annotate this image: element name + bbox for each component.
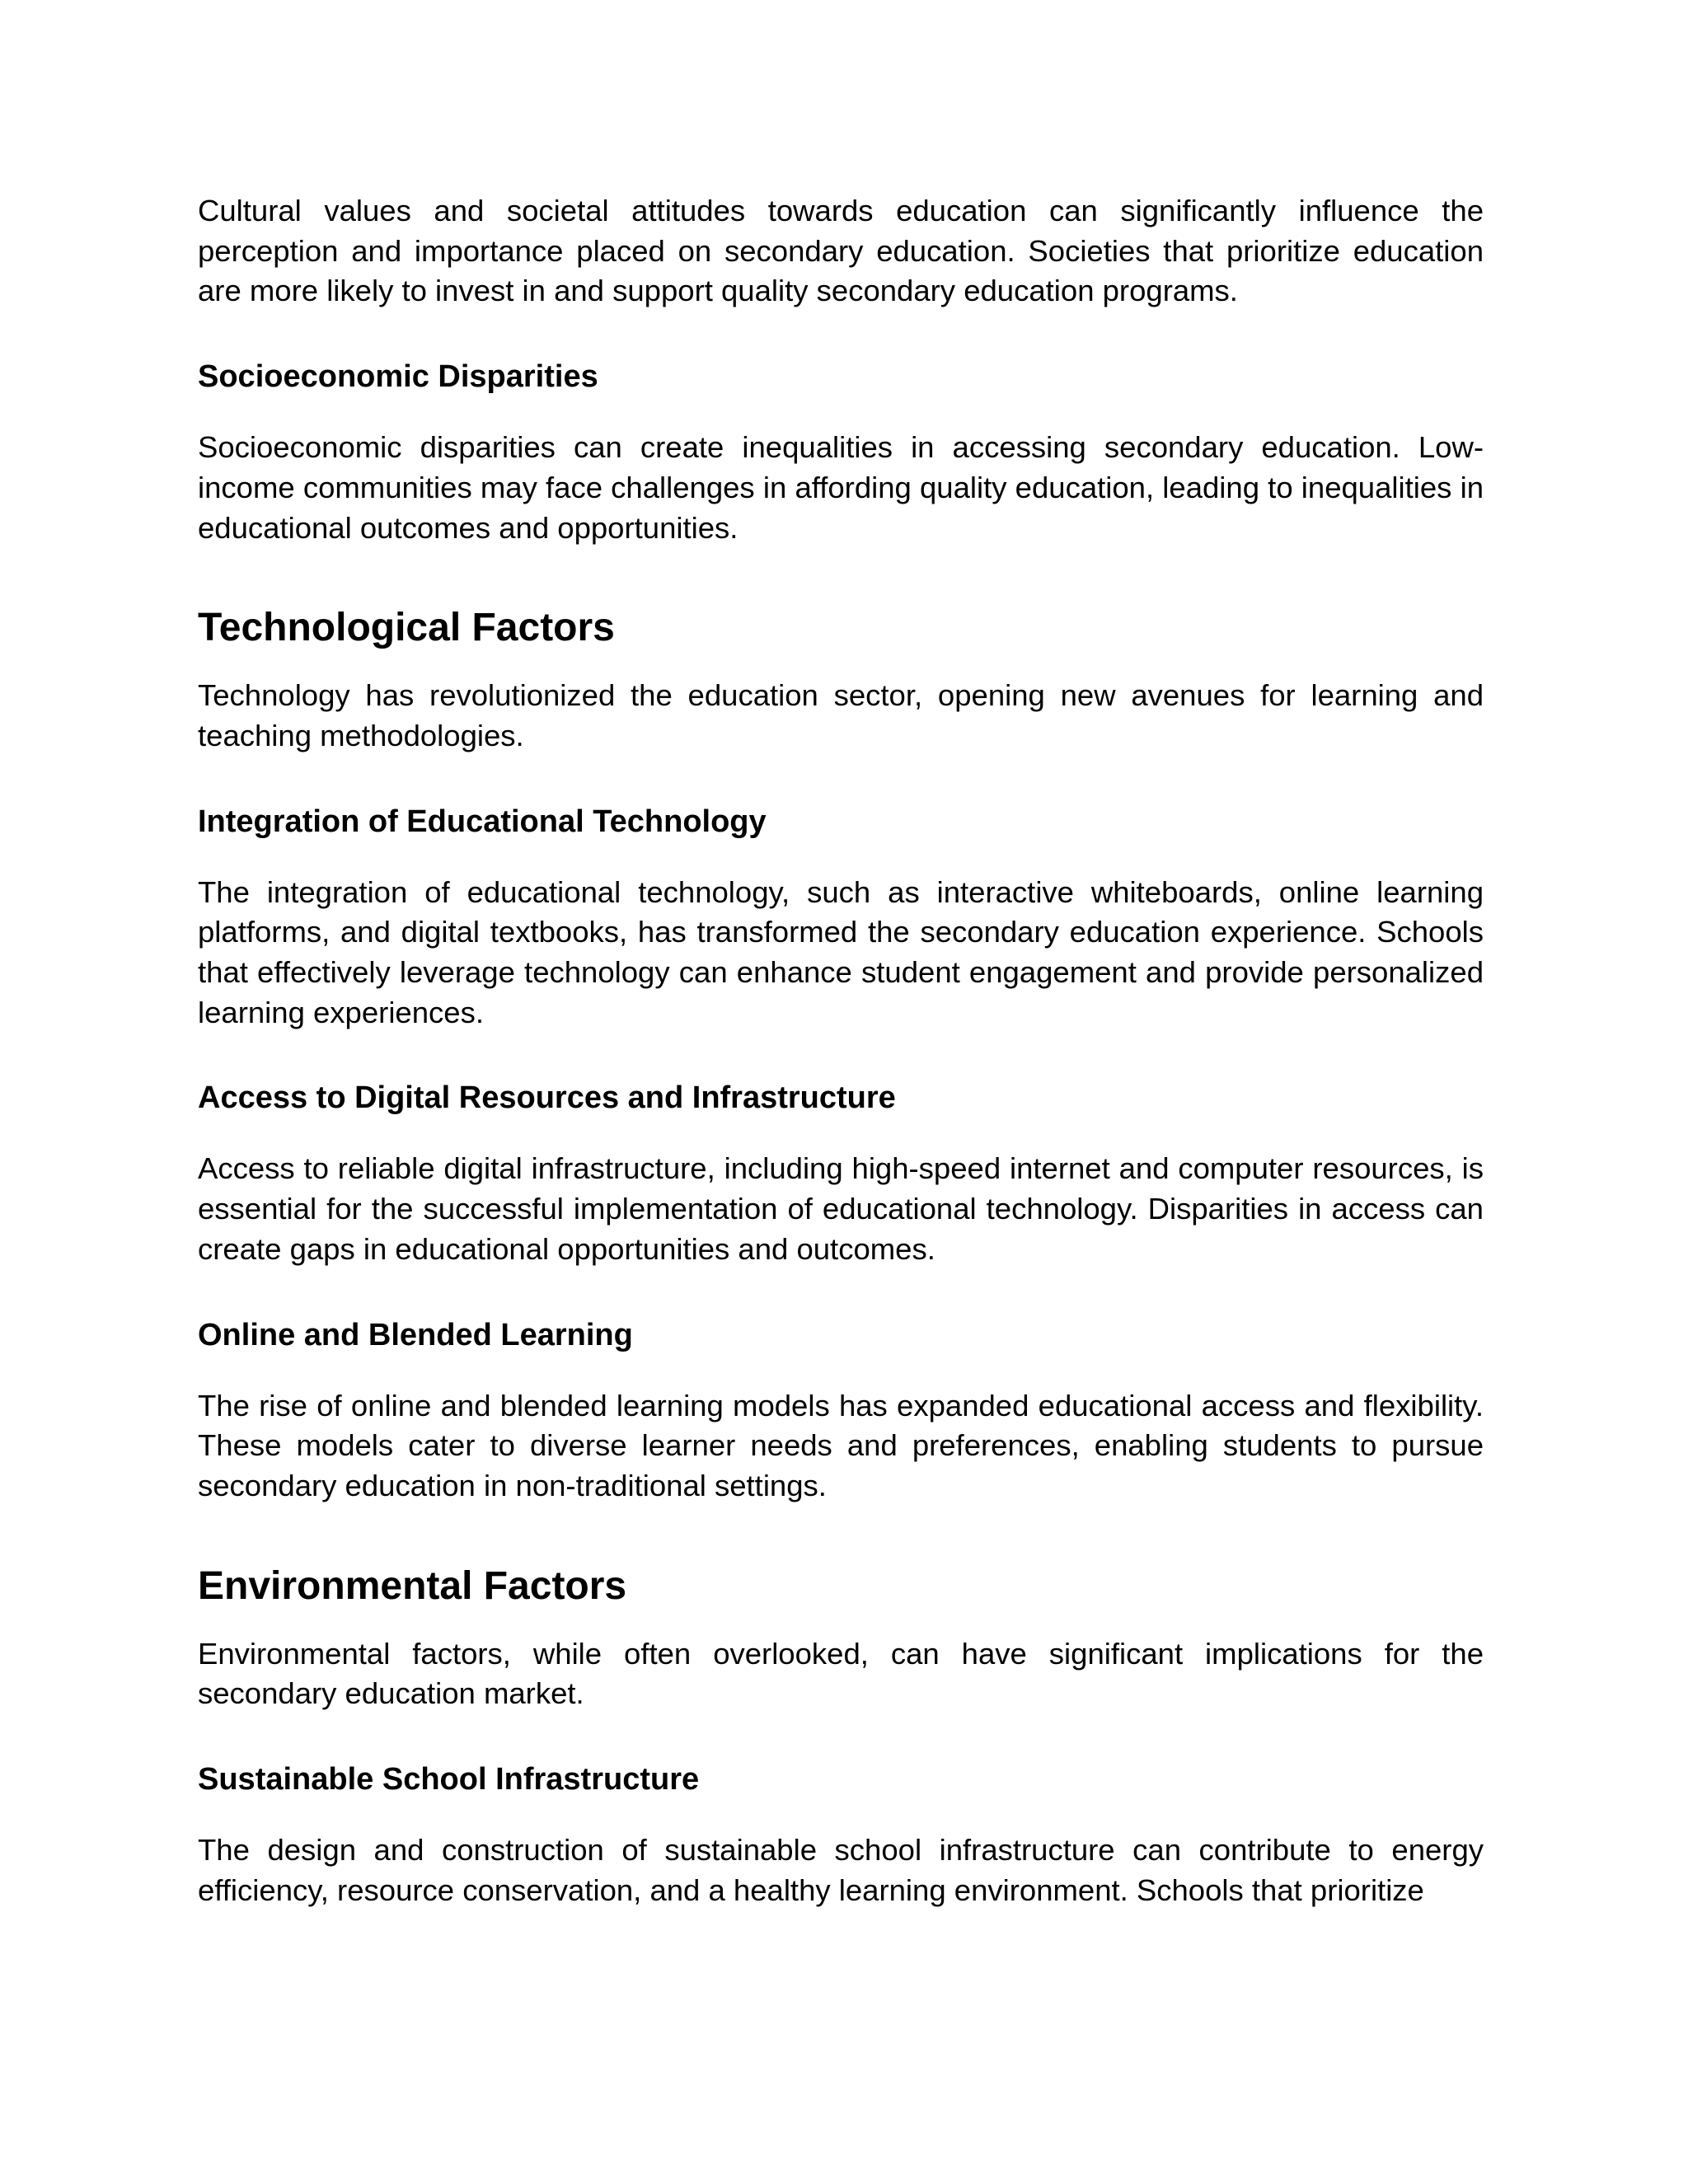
heading-environmental-factors: Environmental Factors (198, 1563, 627, 1608)
heading-integration-educational-technology: Integration of Educational Technology (198, 804, 767, 839)
document-page (198, 191, 1484, 1910)
paragraph-socioeconomic-disparities: Socioeconomic disparities can create inequalities in accessing secondary education. Low-income communities may face challenges in affording quality education, leading to inequalities in educational outcomes and opportunities. (198, 430, 1484, 545)
heading-access-digital-resources: Access to Digital Resources and Infrastructure (198, 1080, 896, 1116)
paragraph-cultural-values: Cultural values and societal attitudes towards education can significantly influence the perception and importance placed on secondary education. Societies that prioritize education are more likely to invest in and support quality secondary education programs. (198, 194, 1484, 308)
heading-online-blended-learning: Online and Blended Learning (198, 1317, 633, 1352)
paragraph-sustainable-school-infrastructure: The design and construction of sustainable school infrastructure can contribute to energy efficiency, resource conservation, and a healthy learning environment. Schools that prioritize (198, 1833, 1484, 1907)
paragraph-access-digital-resources: Access to reliable digital infrastructure, including high-speed internet and computer resources, is essential for the successful implementation of educational technology. Disparities in access can create gaps in educational opportunities and outcomes. (198, 1151, 1484, 1266)
heading-sustainable-school-infrastructure: Sustainable School Infrastructure (198, 1762, 700, 1797)
paragraph-technological-factors: Technology has revolutionized the education sector, opening new avenues for learning and teaching methodologies. (198, 678, 1484, 752)
paragraph-online-blended-learning: The rise of online and blended learning models has expanded educational access and flexibility. These models cater to diverse learner needs and preferences, enabling students to pursue secondary education in non-traditional settings. (198, 1388, 1484, 1502)
heading-technological-factors: Technological Factors (198, 606, 615, 650)
paragraph-environmental-factors: Environmental factors, while often overlooked, can have significant implications for the secondary education market. (198, 1636, 1484, 1711)
paragraph-integration-educational-technology: The integration of educational technology, such as interactive whiteboards, online learning platforms, and digital textbooks, has transformed the secondary education experience. Schools that effectively leverage technology can enhance student engagement and provide personalized learning experiences. (198, 874, 1484, 1029)
heading-socioeconomic-disparities: Socioeconomic Disparities (198, 359, 598, 395)
